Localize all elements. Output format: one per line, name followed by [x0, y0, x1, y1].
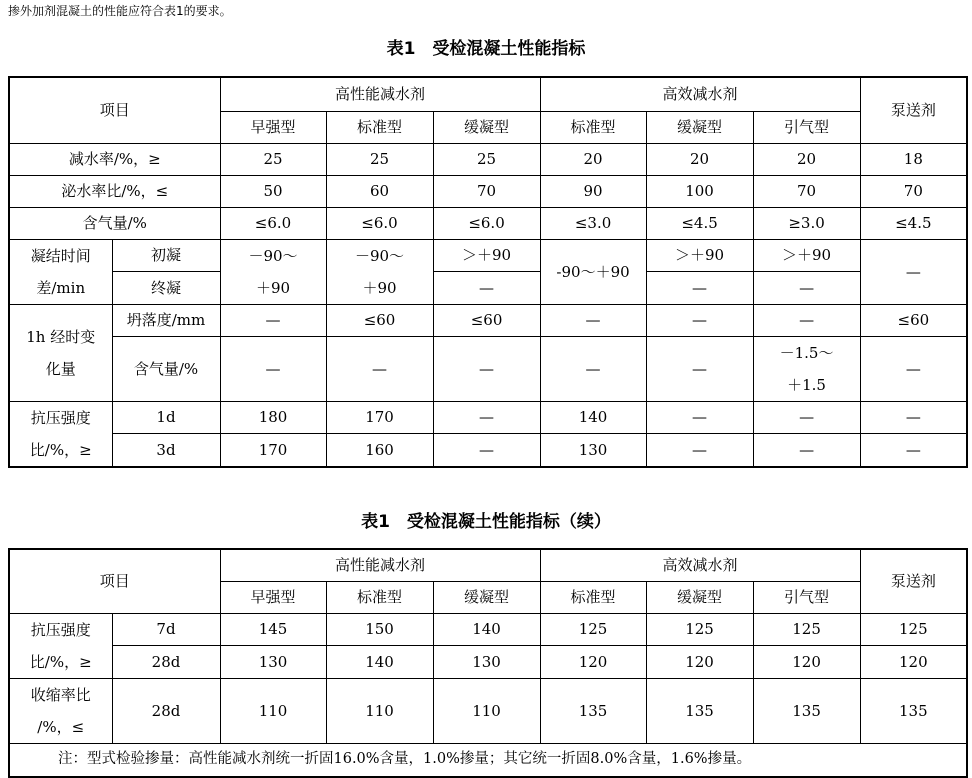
table-note: 注：型式检验掺量：高性能减水剂统一折固16.0%含量，1.0%掺量；其它统一折固8.0%含量，1.6%掺量。 — [9, 743, 967, 777]
header-hp-early: 早强型 — [220, 581, 326, 613]
table2-title: 表1 受检混凝土性能指标（续） — [361, 512, 611, 532]
cell: 70 — [860, 175, 967, 207]
cell: －90～ ＋90 — [326, 239, 433, 304]
cell: 125 — [646, 613, 753, 646]
cell: ≥3.0 — [753, 207, 860, 239]
cell: ≤4.5 — [646, 207, 753, 239]
sub-label-28d: 28d — [112, 678, 220, 743]
cell: — — [860, 434, 967, 467]
cell: 170 — [326, 401, 433, 434]
header-group-he: 高效减水剂 — [540, 549, 860, 581]
row-label-strength: 抗压强度 比/%，≥ — [9, 401, 112, 467]
table-row — [9, 401, 967, 434]
performance-table-continued — [8, 548, 968, 778]
cell: ＞＋90 — [433, 239, 540, 272]
cell: ≤6.0 — [220, 207, 326, 239]
cell: ≤60 — [433, 304, 540, 336]
cell: －90～ ＋90 — [220, 239, 326, 304]
cell: -90～＋90 — [540, 239, 646, 304]
header-item: 项目 — [9, 77, 220, 143]
header-pump: 泵送剂 — [860, 77, 967, 143]
cell: 130 — [220, 646, 326, 679]
cell: — — [753, 401, 860, 434]
cell: 25 — [326, 143, 433, 175]
cell: 140 — [326, 646, 433, 679]
cell: — — [433, 401, 540, 434]
header-group-hp: 高性能减水剂 — [220, 549, 540, 581]
cell: 100 — [646, 175, 753, 207]
row-label-shrinkage: 收缩率比 /%，≤ — [9, 678, 112, 743]
cell: 70 — [753, 175, 860, 207]
sub-label-slump: 坍落度/mm — [112, 304, 220, 336]
cell: 90 — [540, 175, 646, 207]
cell: ≤60 — [860, 304, 967, 336]
table-row — [9, 646, 967, 679]
table-row — [9, 272, 967, 305]
cell: — — [753, 272, 860, 305]
cell: — — [433, 272, 540, 305]
cell: 20 — [753, 143, 860, 175]
cell: 120 — [646, 646, 753, 679]
cell: 160 — [326, 434, 433, 467]
cell: 130 — [433, 646, 540, 679]
header-he-air: 引气型 — [753, 581, 860, 613]
cell: — — [646, 336, 753, 401]
cell: — — [753, 304, 860, 336]
cell: 110 — [326, 678, 433, 743]
sub-label-7d: 7d — [112, 613, 220, 646]
table-row — [9, 143, 967, 175]
cell: 145 — [220, 613, 326, 646]
cell: 120 — [540, 646, 646, 679]
cell: 130 — [540, 434, 646, 467]
cell: 135 — [646, 678, 753, 743]
cell: — — [753, 434, 860, 467]
cell: 150 — [326, 613, 433, 646]
cell: 135 — [860, 678, 967, 743]
header-he-standard: 标准型 — [540, 111, 646, 143]
cell: 120 — [753, 646, 860, 679]
cell: — — [433, 434, 540, 467]
row-label-air-content: 含气量/% — [9, 207, 220, 239]
cell: — — [220, 304, 326, 336]
sub-label-air: 含气量/% — [112, 336, 220, 401]
table-row — [9, 743, 967, 777]
sub-label-3d: 3d — [112, 434, 220, 467]
cell: 110 — [433, 678, 540, 743]
table-row — [9, 678, 967, 743]
cell: 25 — [220, 143, 326, 175]
cell: 170 — [220, 434, 326, 467]
sub-label-initial: 初凝 — [112, 239, 220, 272]
cell: — — [646, 401, 753, 434]
cell: ≤6.0 — [433, 207, 540, 239]
header-he-air: 引气型 — [753, 111, 860, 143]
cell: 18 — [860, 143, 967, 175]
cell: －1.5～ ＋1.5 — [753, 336, 860, 401]
cell: 110 — [220, 678, 326, 743]
cell: ＞＋90 — [753, 239, 860, 272]
cell: ≤6.0 — [326, 207, 433, 239]
table-row — [9, 239, 967, 272]
header-he-standard: 标准型 — [540, 581, 646, 613]
cell: — — [220, 336, 326, 401]
cell: — — [860, 239, 967, 304]
cell: — — [646, 434, 753, 467]
intro-text: 掺外加剂混凝土的性能应符合表1的要求。 — [8, 4, 232, 18]
sub-label-1d: 1d — [112, 401, 220, 434]
cell: ≤3.0 — [540, 207, 646, 239]
cell: 20 — [646, 143, 753, 175]
cell: — — [326, 336, 433, 401]
table-row — [9, 613, 967, 646]
header-hp-retard: 缓凝型 — [433, 581, 540, 613]
cell: — — [540, 304, 646, 336]
header-he-retard: 缓凝型 — [646, 581, 753, 613]
header-group-hp: 高性能减水剂 — [220, 77, 540, 111]
cell: 135 — [540, 678, 646, 743]
cell: ≤60 — [326, 304, 433, 336]
cell: 140 — [540, 401, 646, 434]
table-row — [9, 304, 967, 336]
cell: 125 — [860, 613, 967, 646]
table-row — [9, 175, 967, 207]
row-label-change-1h: 1h 经时变 化量 — [9, 304, 112, 401]
cell: 70 — [433, 175, 540, 207]
row-label-bleeding: 泌水率比/%，≤ — [9, 175, 220, 207]
table-row — [9, 434, 967, 467]
table-row — [9, 336, 967, 401]
cell: — — [540, 336, 646, 401]
table1-title: 表1 受检混凝土性能指标 — [386, 39, 586, 59]
sub-label-final: 终凝 — [112, 272, 220, 305]
cell: 25 — [433, 143, 540, 175]
cell: — — [860, 336, 967, 401]
header-he-retard: 缓凝型 — [646, 111, 753, 143]
cell: 120 — [860, 646, 967, 679]
cell: 140 — [433, 613, 540, 646]
cell: — — [646, 272, 753, 305]
cell: 125 — [753, 613, 860, 646]
cell: 50 — [220, 175, 326, 207]
cell: 125 — [540, 613, 646, 646]
header-pump: 泵送剂 — [860, 549, 967, 613]
cell: — — [433, 336, 540, 401]
table-row — [9, 207, 967, 239]
cell: — — [646, 304, 753, 336]
performance-table — [8, 76, 968, 468]
cell: 180 — [220, 401, 326, 434]
cell: 60 — [326, 175, 433, 207]
row-label-setting: 凝结时间 差/min — [9, 239, 112, 304]
row-label-strength: 抗压强度 比/%，≥ — [9, 613, 112, 678]
cell: 135 — [753, 678, 860, 743]
row-label-water-reduction: 减水率/%，≥ — [9, 143, 220, 175]
cell: ≤4.5 — [860, 207, 967, 239]
header-hp-retard: 缓凝型 — [433, 111, 540, 143]
header-group-he: 高效减水剂 — [540, 77, 860, 111]
cell: 20 — [540, 143, 646, 175]
header-hp-standard: 标准型 — [326, 581, 433, 613]
cell: — — [860, 401, 967, 434]
header-hp-early: 早强型 — [220, 111, 326, 143]
header-item: 项目 — [9, 549, 220, 613]
header-hp-standard: 标准型 — [326, 111, 433, 143]
cell: ＞＋90 — [646, 239, 753, 272]
sub-label-28d: 28d — [112, 646, 220, 679]
